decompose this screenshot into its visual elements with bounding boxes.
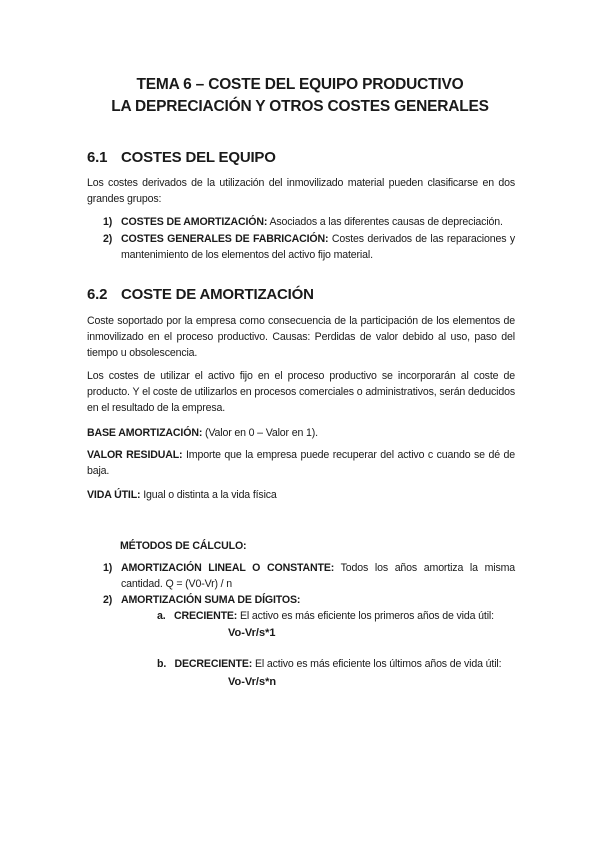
formula-creciente: Vo-Vr/s*1 [228,627,276,639]
definition-term: BASE AMORTIZACIÓN: [87,427,203,439]
definition-text: Igual o distinta a la vida física [140,489,277,501]
list-marker: 1) [103,216,113,228]
list-text: Costes derivados de las reparaciones y mantenimiento de los elementos del activo fijo material. [121,233,515,261]
section-6-1-heading [87,149,276,166]
sub-item-marker: a. [157,610,166,622]
section-1-intro: Los costes derivados de la utilización del inmovilizado material pueden clasificarse en dos grandes grupos: [87,177,515,205]
section-title: COSTES DEL EQUIPO [121,149,276,166]
list-marker: 2) [103,233,113,245]
vida-util-line [87,487,515,503]
definition-text: (Valor en 0 – Valor en 1). [202,427,318,439]
definition-term: VALOR RESIDUAL: [87,449,183,461]
sub-item-marker: b. [157,658,167,670]
section-number: 6.1 [87,149,108,166]
sub-item-term: DECRECIENTE: [174,658,253,670]
list-term: AMORTIZACIÓN LINEAL O CONSTANTE: [121,562,335,574]
section-title: COSTE DE AMORTIZACIÓN [121,286,314,303]
sub-item-term: CRECIENTE: [173,610,238,622]
valor-residual-line [87,447,515,479]
list-term: COSTES GENERALES DE FABRICACIÓN: [121,233,329,245]
list-term: AMORTIZACIÓN SUMA DE DÍGITOS: [121,594,301,606]
list-marker: 1) [103,562,113,574]
list-item [103,592,515,608]
list-text: Todos los años amortiza la misma cantidad. Q = (V0-Vr) / n [121,562,516,590]
section-2-paragraph-1: Coste soportado por la empresa como consecuencia de la participación de los elementos de inmovilizado en el proceso productivo. Causas: Perdidas de valor debido al uso, paso del tiempo u obsolescencia. [87,315,515,359]
sub-item-decreciente [157,658,501,670]
section-number: 6.2 [87,286,108,303]
base-amortizacion-line [87,425,515,441]
sub-item-text: El activo es más eficiente los primeros años de vida útil: [237,610,494,622]
formula-decreciente: Vo-Vr/s*n [228,676,277,688]
list-marker: 2) [103,594,113,606]
list-text: Asociados a las diferentes causas de depreciación. [267,216,503,228]
list-term: COSTES DE AMORTIZACIÓN: [121,216,268,228]
sub-item-text: El activo es más eficiente los últimos años de vida útil: [252,658,502,670]
definition-term: VIDA ÚTIL: [87,489,141,501]
section-2-paragraph-2: Los costes de utilizar el activo fijo en el proceso productivo se incorporarán al coste de producto. Y el coste de utilizarlos en procesos comerciales o administrativos, serán deducidos en el resultado de la empresa. [87,370,515,414]
list-item [103,214,515,230]
list-item [103,231,515,263]
document-title-line-1: TEMA 6 – COSTE DEL EQUIPO PRODUCTIVO [136,76,464,93]
methods-heading: MÉTODOS DE CÁLCULO: [120,540,247,552]
list-item [103,560,515,592]
section-6-2-heading [87,286,314,303]
sub-item-creciente [157,610,494,622]
document-title-line-2: LA DEPRECIACIÓN Y OTROS COSTES GENERALES [111,98,489,115]
definition-text: Importe que la empresa puede recuperar del activo c cuando se dé de baja. [87,449,515,477]
